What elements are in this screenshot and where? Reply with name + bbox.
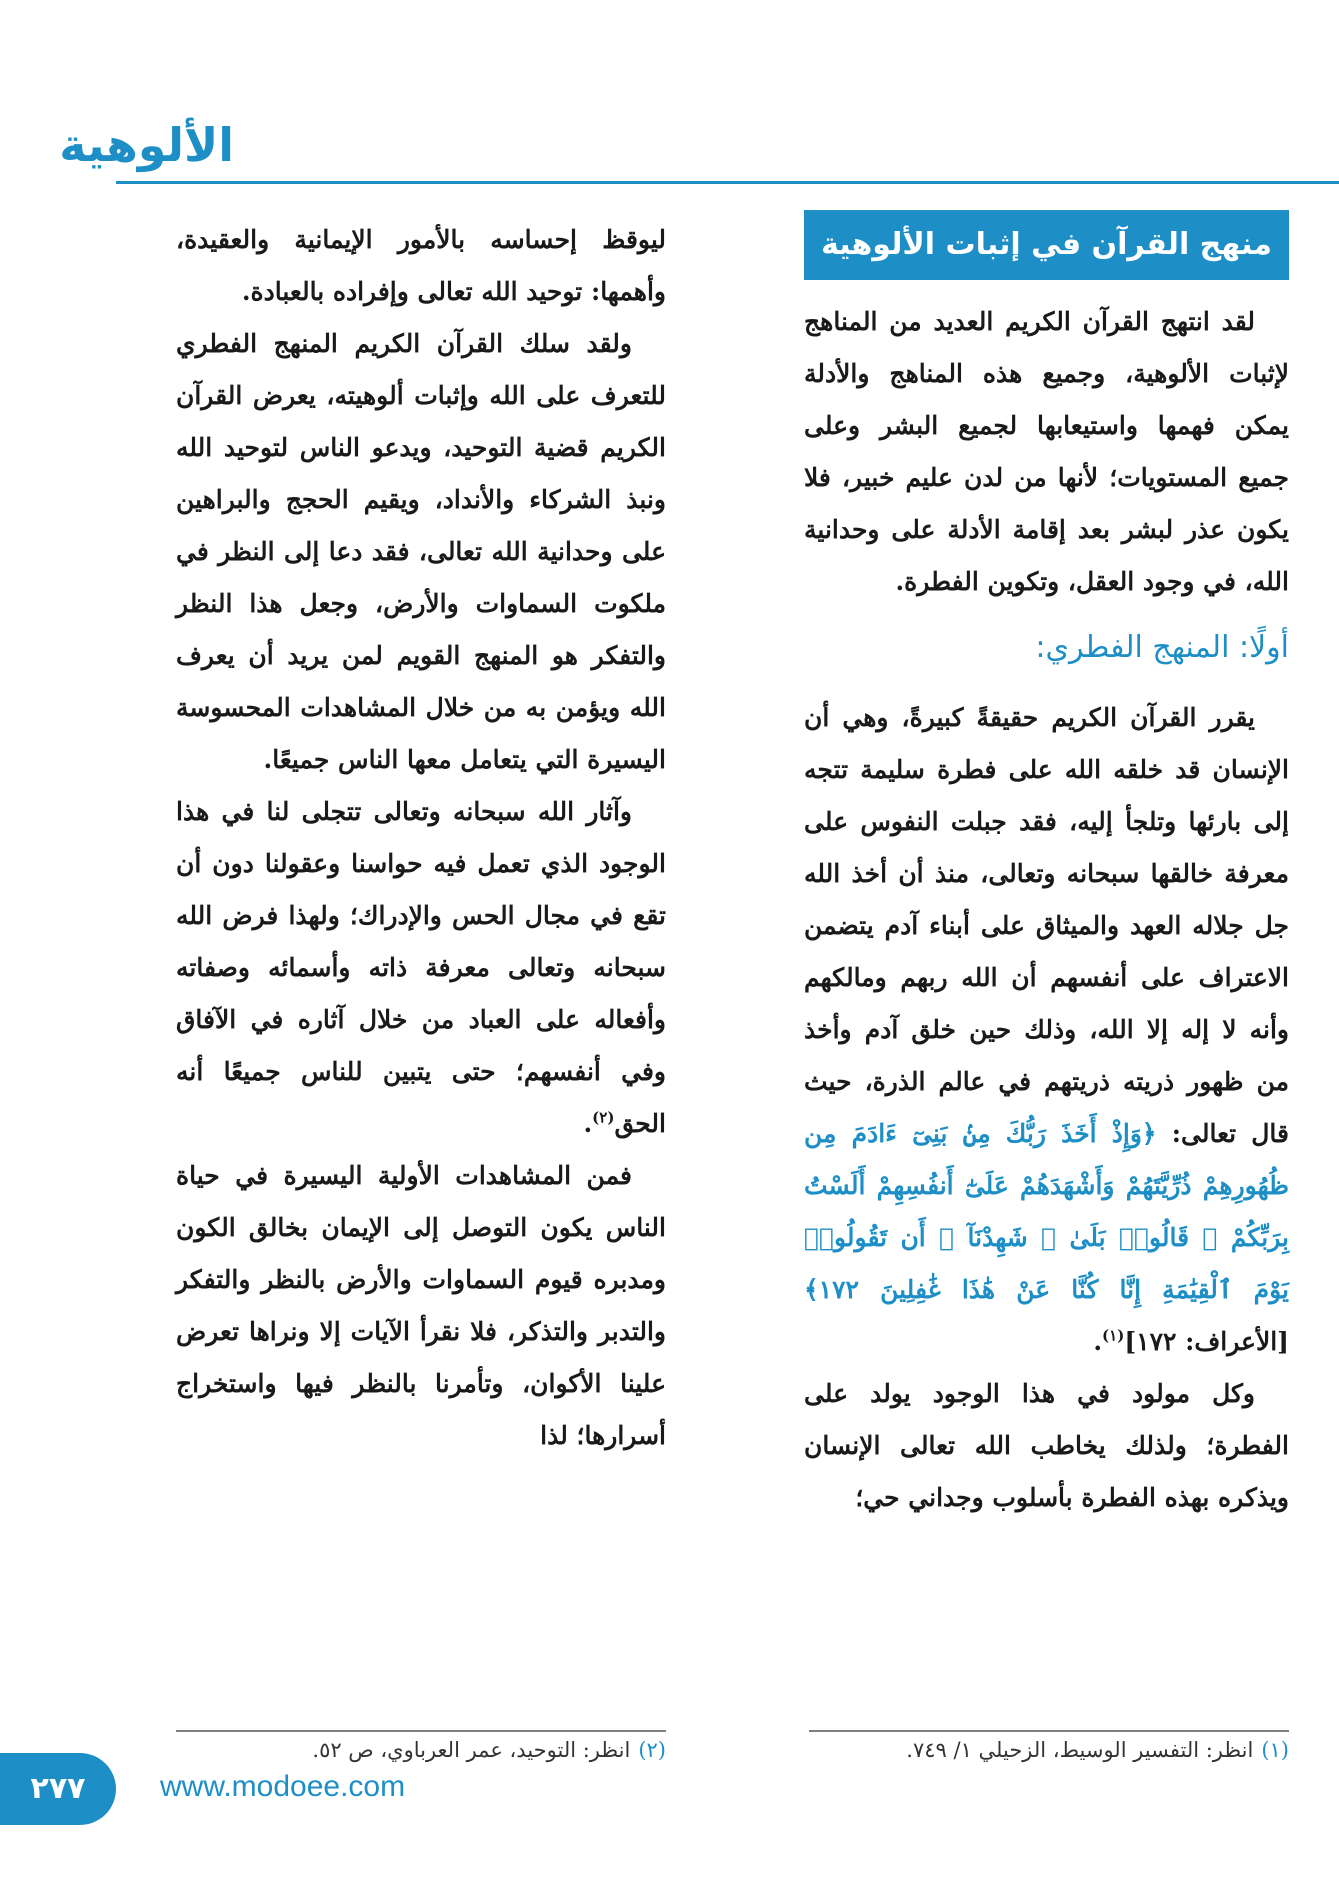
header-divider bbox=[116, 181, 1339, 184]
signs-text: وآثار الله سبحانه وتعالى تتجلى لنا في هذا الوجود الذي تعمل فيه حواسنا وعقولنا دون أن تقع في مجال الحس والإدراك؛ ولهذا فرض الله سبحانه وتعالى معرفة ذاته وأسمائه وصفاته وأفعاله على العباد من خلال آثاره في الآفاق وفي أنفسهم؛ حتى يتبين للناس جميعًا أنه الحق bbox=[176, 797, 666, 1138]
quran-verse: ﴿وَإِذْ أَخَذَ رَبُّكَ مِنۢ بَنِىٓ ءَادَمَ مِن ظُهُورِهِمْ ذُرِّيَّتَهُمْ وَأَشْهَدَهُمْ عَلَىٰٓ أَنفُسِهِمْ أَلَسْتُ بِرَبِّكُمْ ۖ قَالُوا۟ بَلَىٰ ۛ شَهِدْنَآ ۛ أَن تَقُولُوا۟ يَوْمَ ٱلْقِيَٰمَةِ إِنَّا كُنَّا عَنْ هَٰذَا غَٰفِلِينَ ١٧٢﴾ bbox=[804, 1119, 1289, 1304]
footnote-text: انظر: التفسير الوسيط، الزحيلي ١/ ٧٤٩. bbox=[906, 1738, 1254, 1762]
footnote-divider-right bbox=[809, 1730, 1289, 1732]
section-title: منهج القرآن في إثبات الألوهية bbox=[804, 210, 1289, 280]
page-number-badge: ٢٧٧ bbox=[0, 1753, 116, 1825]
natural-method-paragraph: يقرر القرآن الكريم حقيقةً كبيرةً، وهي أن الإنسان قد خلقه الله على فطرة سليمة تتجه إلى بارئها وتلجأ إليه، فقد جبلت النفوس على معرفة خالقها سبحانه وتعالى، منذ أن أخذ الله جل جلاله العهد والميثاق على أبناء آدم يتضمن الاعتراف على أنفسهم أن الله ربهم ومالكهم وأنه لا إله إلا الله، وذلك حين خلق آدم وأخذ من ظهور ذريته ذريتهم في عالم الذرة، حيث قال تعالى: ﴿وَإِذْ أَخَذَ رَبُّكَ مِنۢ بَنِىٓ ءَادَمَ مِن ظُهُورِهِمْ ذُرِّيَّتَهُمْ وَأَشْهَدَهُمْ عَلَىٰٓ أَنفُسِهِمْ أَلَسْتُ بِرَبِّكُمْ ۖ قَالُوا۟ بَلَىٰ ۛ شَهِدْنَآ ۛ أَن تَقُولُوا۟ يَوْمَ ٱلْقِيَٰمَةِ إِنَّا كُنَّا عَنْ هَٰذَا غَٰفِلِينَ ١٧٢﴾[الأعراف: ١٧٢]$^{(١)}$. bbox=[804, 703, 1289, 1356]
footnote-number: (١) bbox=[1261, 1738, 1289, 1762]
left-column bbox=[176, 214, 666, 1462]
signs-paragraph: وآثار الله سبحانه وتعالى تتجلى لنا في هذا الوجود الذي تعمل فيه حواسنا وعقولنا دون أن تقع في مجال الحس والإدراك؛ ولهذا فرض الله سبحانه وتعالى معرفة ذاته وأسمائه وصفاته وأفعاله على العباد من خلال آثاره في الآفاق وفي أنفسهم؛ حتى يتبين للناس جميعًا أنه الحق$^{(٢)}$. bbox=[176, 797, 666, 1138]
website-link[interactable]: www.modoee.com bbox=[160, 1770, 406, 1803]
intro-paragraph: لقد انتهج القرآن الكريم العديد من المناهج لإثبات الألوهية، وجميع هذه المناهج والأدلة يمكن فهمها واستيعابها لجميع البشر وعلى جميع المستويات؛ لأنها من لدن عليم خبير، فلا يكون عذر لبشر بعد إقامة الأدلة على وحدانية الله، في وجود العقل، وتكوين الفطرة. bbox=[804, 307, 1289, 596]
every-newborn-paragraph: وكل مولود في هذا الوجود يولد على الفطرة؛ ولذلك يخاطب الله تعالى الإنسان ويذكره بهذه الفطرة بأسلوب وجداني حي؛ bbox=[804, 1379, 1289, 1512]
subheading-natural-method: أولًا: المنهج الفطري: bbox=[1035, 630, 1289, 665]
page-header-title: الألوهية bbox=[59, 118, 234, 172]
quran-path-paragraph: ولقد سلك القرآن الكريم المنهج الفطري للتعرف على الله وإثبات ألوهيته، يعرض القرآن الكريم قضية التوحيد، ويدعو الناس لتوحيد الله ونبذ الشركاء والأنداد، ويقيم الحجج والبراهين على وحدانية الله تعالى، فقد دعا إلى النظر في ملكوت السماوات والأرض، وجعل هذا النظر والتفكر هو المنهج القويم لمن يريد أن يعرف الله ويؤمن به من خلال المشاهدات المحسوسة اليسيرة التي يتعامل معها الناس جميعًا. bbox=[176, 329, 666, 774]
footnote-right bbox=[809, 1738, 1289, 1762]
observations-paragraph: فمن المشاهدات الأولية اليسيرة في حياة الناس يكون التوصل إلى الإيمان بخالق الكون ومدبره قيوم السماوات والأرض بالنظر والتفكر والتدبر والتذكر، فلا نقرأ الآيات إلا ونراها تعرض علينا الأكوان، وتأمرنا بالنظر فيها واستخراج أسرارها؛ لذا bbox=[176, 1161, 666, 1450]
footnote-divider-left bbox=[176, 1730, 666, 1732]
right-column bbox=[804, 210, 1289, 1524]
footnote-number: (٢) bbox=[638, 1738, 666, 1762]
footnote-left bbox=[176, 1738, 666, 1762]
footnote-text: انظر: التوحيد، عمر العرباوي، ص ٥٢. bbox=[312, 1738, 631, 1762]
footnote-marker-2: (٢) bbox=[592, 1108, 615, 1127]
footnote-marker-1: (١) bbox=[1102, 1326, 1125, 1345]
verse-reference: [الأعراف: ١٧٢] bbox=[1124, 1327, 1289, 1356]
natural-method-text: يقرر القرآن الكريم حقيقةً كبيرةً، وهي أن الإنسان قد خلقه الله على فطرة سليمة تتجه إلى بارئها وتلجأ إليه، فقد جبلت النفوس على معرفة خالقها سبحانه وتعالى، منذ أن أخذ الله جل جلاله العهد والميثاق على أبناء آدم يتضمن الاعتراف على أنفسهم أن الله ربهم ومالكهم وأنه لا إله إلا الله، وذلك حين خلق آدم وأخذ من ظهور ذريته ذريتهم في عالم الذرة، حيث قال تعالى: bbox=[804, 703, 1289, 1148]
continuation-paragraph: ليوقظ إحساسه بالأمور الإيمانية والعقيدة، وأهمها: توحيد الله تعالى وإفراده بالعبادة. bbox=[176, 225, 666, 306]
